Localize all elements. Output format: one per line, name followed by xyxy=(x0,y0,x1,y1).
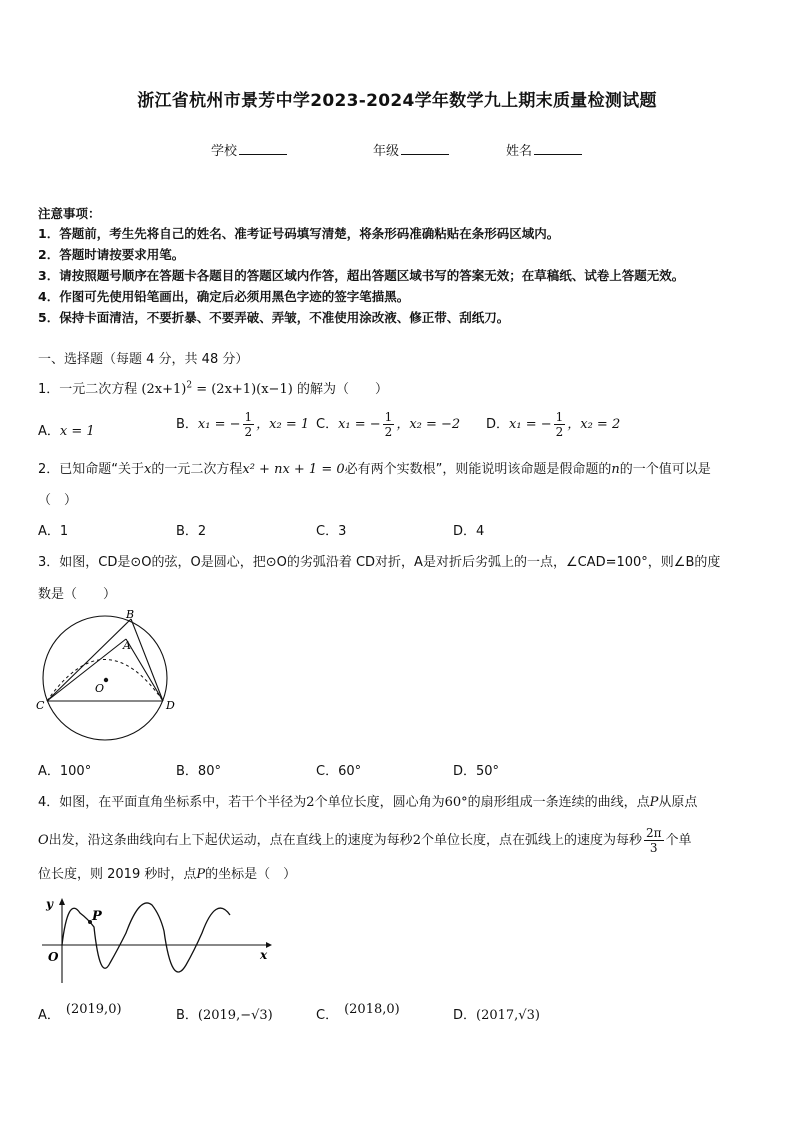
y-axis-arrow-icon xyxy=(59,898,65,905)
q4-c-value: (2018,0) xyxy=(344,1002,400,1017)
q1-option-c xyxy=(316,410,460,439)
school-label: 学校 xyxy=(211,144,238,159)
circle-figure xyxy=(34,606,184,756)
section-heading: 一、选择题（每题 4 分，共 48 分） xyxy=(38,352,249,367)
note-item: 4．作图可先使用铅笔画出，确定后必须用黑色字迹的签字笔描黑。 xyxy=(38,289,410,304)
q1-b-x1: x₁ = − xyxy=(197,417,241,432)
label-x: x xyxy=(260,948,268,962)
school-field xyxy=(211,140,287,159)
q1-d-frac xyxy=(554,410,566,439)
q1-b-x2: ，x₂ = 1 xyxy=(256,417,310,432)
label-b: B xyxy=(126,608,135,621)
q1-d-x2: ，x₂ = 2 xyxy=(567,417,621,432)
q4-c-label: C． xyxy=(316,1008,339,1023)
wave-curve xyxy=(62,903,230,972)
page-title: 浙江省杭州市景芳中学2023-2024学年数学九上期末质量检测试题 xyxy=(137,91,657,111)
q1-text-end: 的解为（ ） xyxy=(296,382,388,397)
q1-a-label: A． xyxy=(38,424,60,439)
q4-d-value: (2017,√3) xyxy=(476,1008,540,1023)
label-p: P xyxy=(92,909,102,924)
q4-text: 个单位长度，圆心角为 xyxy=(314,795,445,810)
q1-text: 1．一元二次方程 xyxy=(38,382,138,397)
q4-text: 的坐标是（ ） xyxy=(205,867,297,882)
q4-angle: 60° xyxy=(444,795,468,810)
frac-num: 1 xyxy=(555,410,564,424)
q1-eq-right: = (2x+1)(x−1) xyxy=(192,382,293,397)
frac-num: 1 xyxy=(244,410,253,424)
q1-d-x1: x₁ = − xyxy=(509,417,552,432)
q3-option-c: C．60° xyxy=(316,764,362,779)
label-c: C xyxy=(36,699,45,712)
q1-a-value: x = 1 xyxy=(59,424,95,439)
q3-option-b: B．80° xyxy=(176,764,221,779)
q1-option-b xyxy=(176,410,309,439)
segment-ca xyxy=(47,639,126,701)
q2-option-c: C．3 xyxy=(316,524,347,539)
grade-blank xyxy=(401,142,449,155)
q4-speed: 2 xyxy=(412,833,421,848)
label-a: A xyxy=(123,639,131,652)
q4-origin: O xyxy=(38,833,49,848)
name-field xyxy=(506,140,582,159)
note-item: 3．请按照题号顺序在答题卡各题目的答题区域内作答，超出答题区域书写的答案无效；在草稿纸、试卷上答题无效。 xyxy=(38,268,685,283)
q4-option-b xyxy=(176,1004,273,1023)
q1-c-x2: ，x₂ = −2 xyxy=(396,417,461,432)
q2-answer-paren: （ ） xyxy=(38,493,78,508)
segment-ad xyxy=(126,639,163,701)
q1-b-frac xyxy=(243,410,255,439)
q4-b-label: B． xyxy=(176,1008,198,1023)
segment-bd xyxy=(131,619,163,701)
q4-text: 出发，沿这条曲线向右上下起伏运动，点在直线上的速度为每秒 xyxy=(48,833,413,848)
q2-option-a: A．1 xyxy=(38,524,69,539)
q2-text: 2．已知命题“关于 xyxy=(38,462,145,477)
q4-speed-frac xyxy=(644,826,664,855)
q4-text: 从原点 xyxy=(658,795,698,810)
note-item: 1．答题前，考生先将自己的姓名、准考证号码填写清楚，将条形码准确粘贴在条形码区域内。 xyxy=(38,226,560,241)
question-4-stem xyxy=(38,791,697,810)
q2-equation: x² + nx + 1 = 0 xyxy=(242,462,345,477)
q4-point-p: P xyxy=(649,795,659,810)
q1-eq-sup: 2 xyxy=(186,380,193,391)
q2-var-x: x xyxy=(144,462,152,477)
q1-eq-left: (2x+1) xyxy=(141,382,187,397)
circle-o xyxy=(43,616,167,740)
note-item: 5．保持卡面清洁，不要折暴、不要弄破、弄皱，不准使用涂改液、修正带、刮纸刀。 xyxy=(38,310,510,325)
q3-option-d: D．50° xyxy=(453,764,500,779)
notes-heading: 注意事项： xyxy=(38,206,101,221)
q4-radius: 2 xyxy=(306,795,315,810)
q4-text: 个单位长度，点在弧线上的速度为每秒 xyxy=(420,833,642,848)
q1-c-frac xyxy=(383,410,395,439)
frac-num: 1 xyxy=(384,410,393,424)
q2-option-d: D．4 xyxy=(453,524,485,539)
frac-num: 2π xyxy=(645,826,662,840)
q4-option-c xyxy=(316,1004,400,1023)
center-point xyxy=(104,678,108,682)
frac-den: 2 xyxy=(244,425,253,439)
q4-text: 4．如图，在平面直角坐标系中，若干个半径为 xyxy=(38,795,307,810)
question-2-stem xyxy=(38,458,711,477)
q4-text: 位长度，则 2019 秒时，点 xyxy=(38,867,197,882)
q2-text: 必有两个实数根”，则能说明该命题是假命题的 xyxy=(344,462,612,477)
grade-label: 年级 xyxy=(373,144,400,159)
q1-b-label: B． xyxy=(176,417,198,432)
grade-field xyxy=(373,140,449,159)
segment-cb xyxy=(47,619,131,701)
q1-c-label: C． xyxy=(316,417,339,432)
q1-c-x1: x₁ = − xyxy=(338,417,381,432)
label-d: D xyxy=(166,699,175,712)
school-blank xyxy=(239,142,287,155)
label-y: y xyxy=(46,897,53,911)
q3-option-a: A．100° xyxy=(38,764,92,779)
question-4-stem-2 xyxy=(38,826,692,855)
frac-den: 2 xyxy=(555,425,564,439)
q4-text: 的扇形组成一条连续的曲线，点 xyxy=(467,795,650,810)
question-3-stem-2: 数是（ ） xyxy=(38,587,117,602)
q4-option-a xyxy=(38,1004,122,1023)
q4-point-p: P xyxy=(196,867,206,882)
frac-den: 2 xyxy=(384,425,393,439)
frac-den: 3 xyxy=(649,841,658,855)
question-1-stem xyxy=(38,378,388,397)
q4-b-value: (2019,−√3) xyxy=(197,1008,273,1023)
q4-text: 个单 xyxy=(665,833,692,848)
wave-figure xyxy=(40,893,272,985)
q2-option-b: B．2 xyxy=(176,524,207,539)
q4-option-d xyxy=(453,1004,540,1023)
note-item: 2．答题时请按要求用笔。 xyxy=(38,247,185,262)
q1-option-d xyxy=(486,410,620,439)
q2-text: 的一元二次方程 xyxy=(151,462,243,477)
q4-a-label: A． xyxy=(38,1008,60,1023)
q1-equation xyxy=(141,382,292,397)
q1-option-a xyxy=(38,420,95,439)
q2-text: 的一个值可以是 xyxy=(619,462,711,477)
name-blank xyxy=(534,142,582,155)
q4-d-label: D． xyxy=(453,1008,477,1023)
label-o: O xyxy=(95,682,105,695)
q4-a-value: (2019,0) xyxy=(65,1002,122,1017)
q1-d-label: D． xyxy=(486,417,510,432)
question-4-stem-3 xyxy=(38,863,296,882)
name-label: 姓名 xyxy=(506,144,533,159)
q2-var-n: n xyxy=(611,462,620,477)
question-3-stem: 3．如图，CD是⊙O的弦，O是圆心，把⊙O的劣弧沿着 CD对折，A是对折后劣弧上的一点，∠CAD=100°，则∠B的度 xyxy=(38,555,721,570)
label-o: O xyxy=(48,950,59,964)
